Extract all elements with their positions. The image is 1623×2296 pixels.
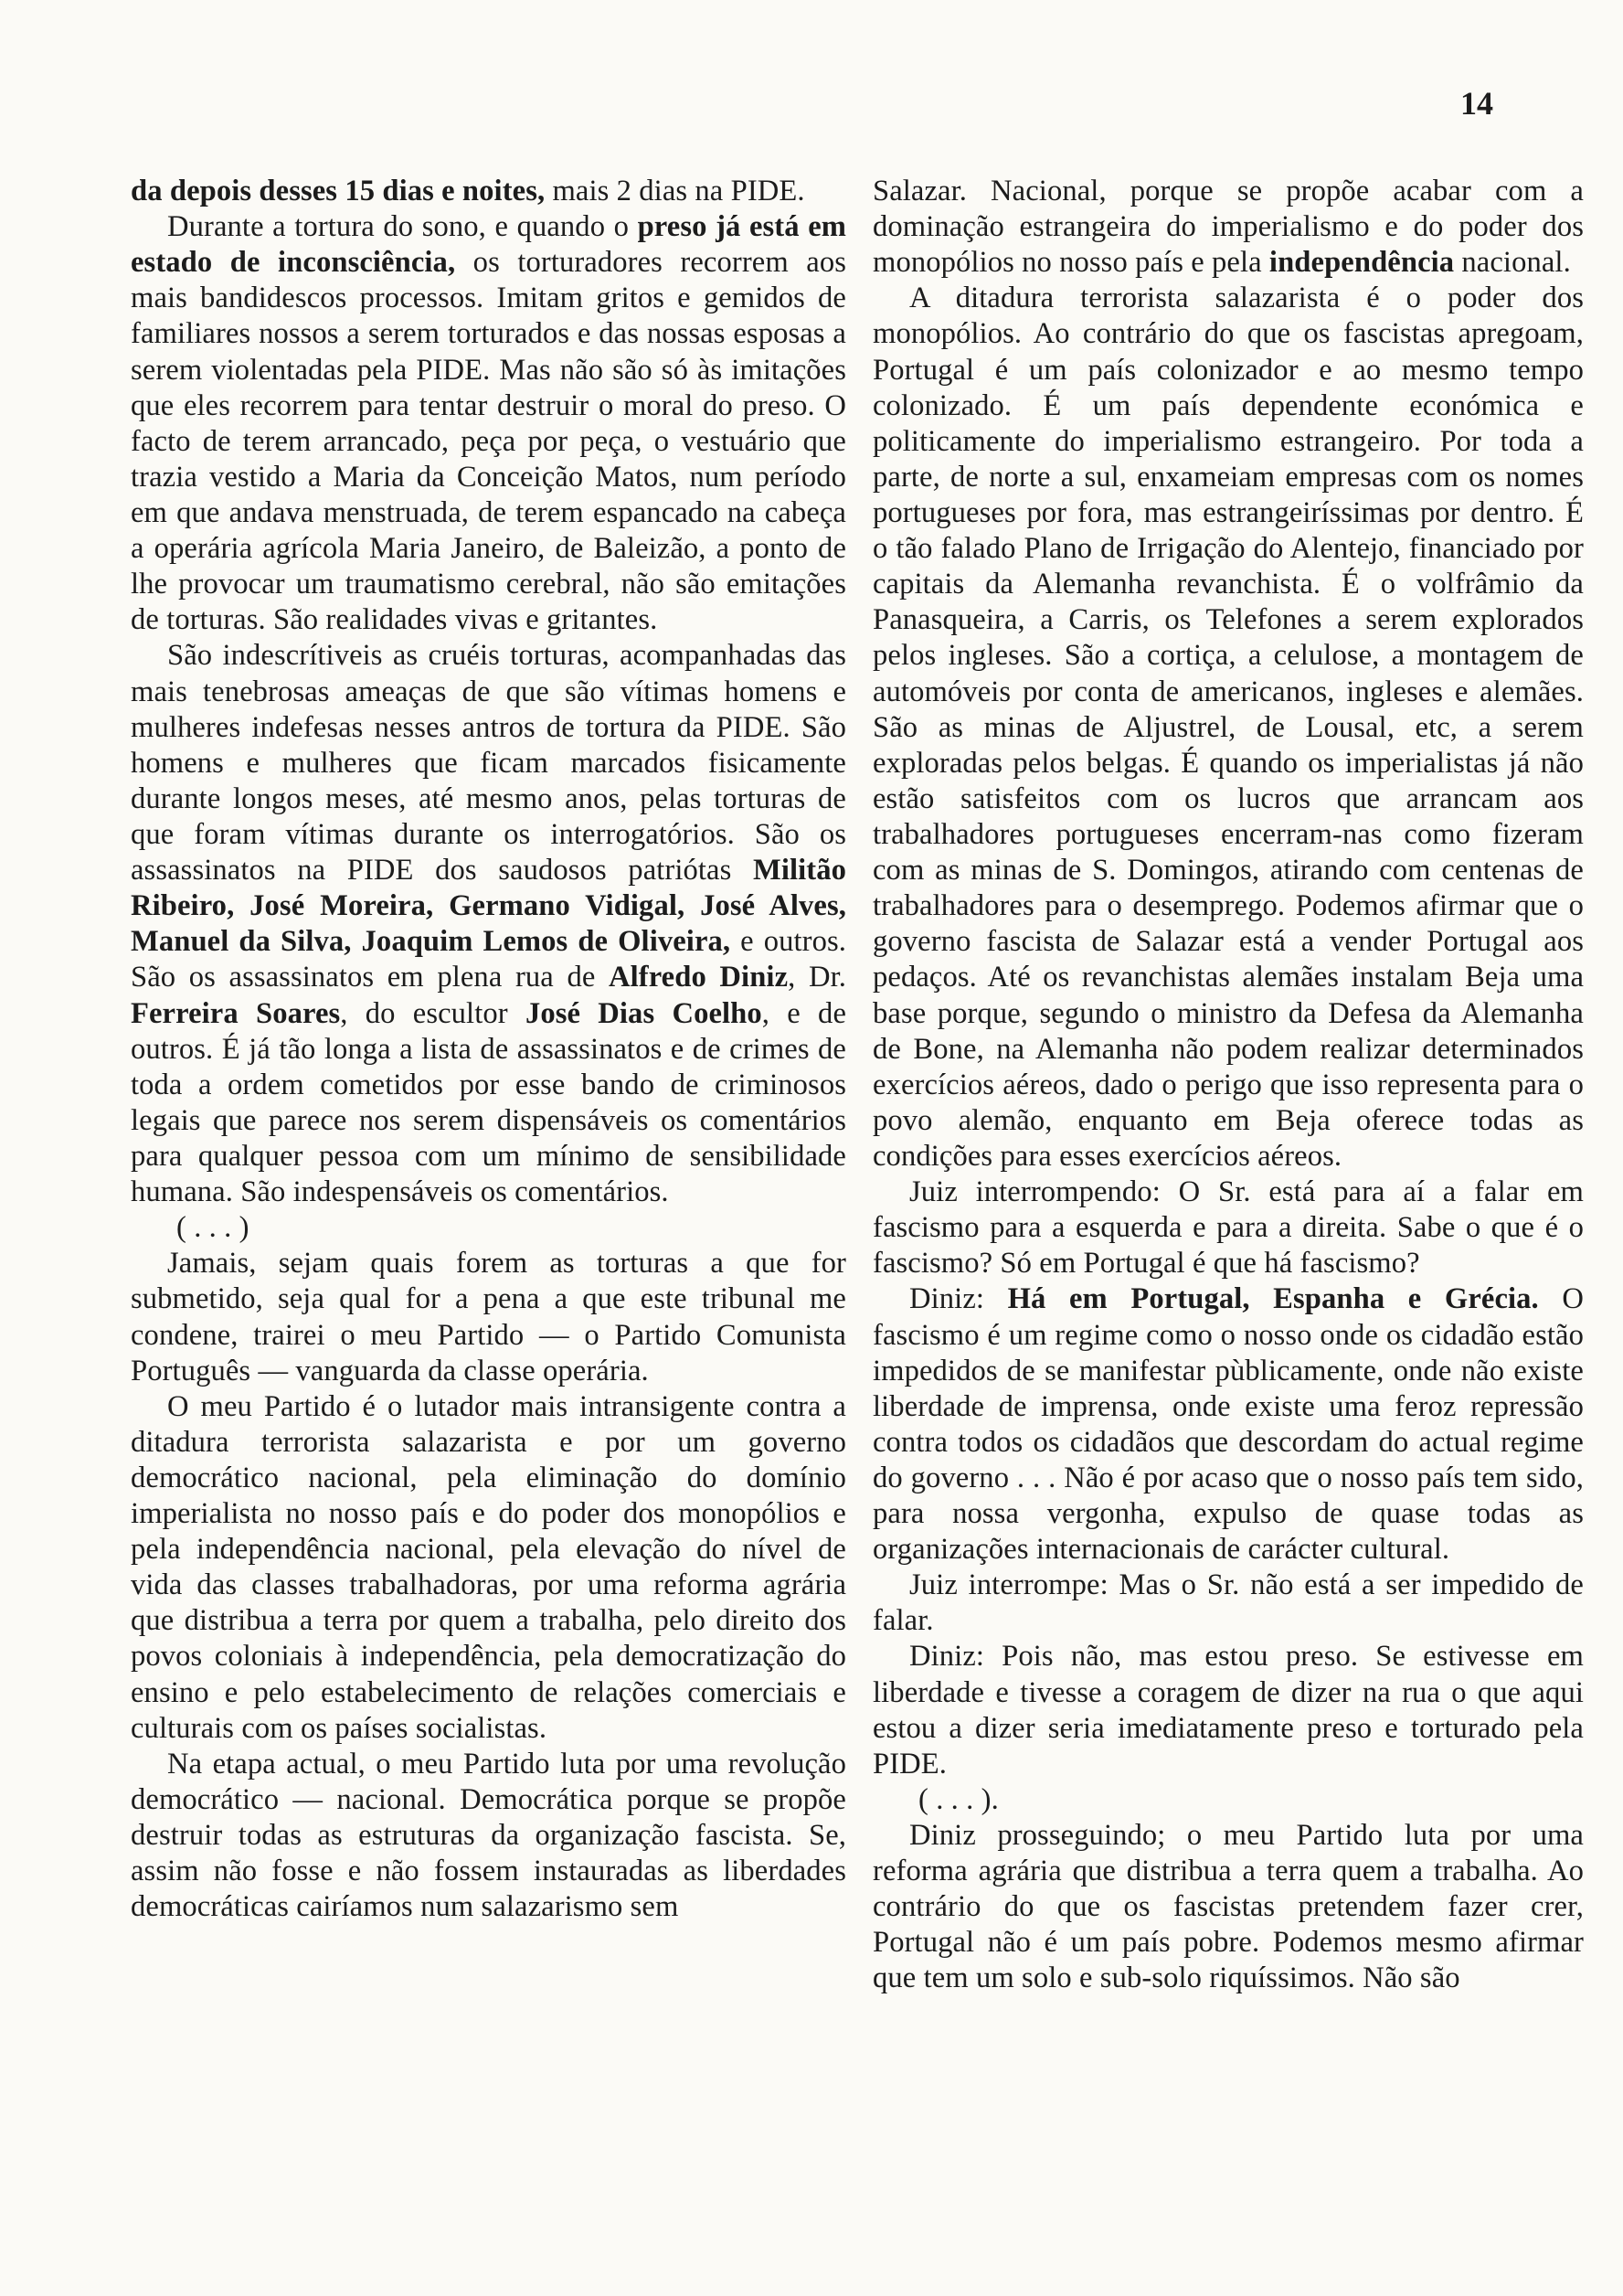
text-run: ( . . . ): [176, 1211, 249, 1245]
paragraph: [873, 1175, 1584, 1281]
paragraph: [873, 1281, 1584, 1568]
text-run: , e de outros. É já tão longa a lista de assassinatos e de crimes de toda a ordem cometidos por esse bando de criminosos legais que parece nos serem dispensáveis os comentários para qualquer pessoa com um mínimo de sensibilidade humana. São indespensáveis os comentários.: [131, 996, 847, 1209]
paragraph: [131, 209, 846, 638]
text-run: A ditadura terrorista salazarista é o poder dos monopólios. Ao contrário do que os fascistas apregoam, Portugal é um país colonizador e ao mesmo tempo colonizado. É um país dependente económica e politicamente do imperialismo estrangeiro. Por toda a parte, de norte a sul, enxameiam empresas com os nomes portugueses por fora, mas estrangeiríssimas por dentro. É o tão falado Plano de Irrigação do Alentejo, financiado por capitais da Alemanha revanchista. É o volfrâmio da Panasqueira, a Carris, os Telefones a serem explorados pelos ingleses. São a cortiça, a celulose, a montagem de automóveis por conta de americanos, ingleses e alemães. São as minas de Aljustrel, de Lousal, etc, a serem exploradas pelos belgas. É quando os imperialistas já não estão satisfeitos com os lucros que arrancam aos trabalhadores portugueses encerram-nas como fizeram com as minas de S. Domingos, atirando com centenas de trabalhadores para o desemprego. Podemos afirmar que o governo fascista de Salazar está a vender Portugal aos pedaços. Até os revanchistas alemães instalam Beja uma base porque, segundo o ministro da Defesa da Alemanha de Bone, na Alemanha não podem realizar determinados exercícios aéreos, dado o perigo que isso representa para o povo alemão, enquanto em Beja oferece todas as condições para esses exercícios aéreos.: [873, 282, 1584, 1173]
paragraph: [873, 1818, 1584, 1997]
paragraph: [873, 1639, 1584, 1781]
text-run: Na etapa actual, o meu Partido luta por uma revolução democrático — nacional. Democrática porque se propõe destruir todas as estruturas da organização fascista. Se, assim não fosse e não fossem instauradas as liberdades democráticas cairíamos num salazarismo sem: [131, 1747, 846, 1924]
bold-text-run: preso já está em estado de inconsciência,: [131, 210, 846, 280]
text-run: Juiz interrompendo: O Sr. está para aí a falar em fascismo para a esquerda e para a direita. Sabe o que é o fascismo? Só em Portugal é que há fascismo?: [873, 1175, 1584, 1281]
text-run: mais 2 dias na PIDE.: [552, 175, 805, 207]
text-run: Juiz interrompe: Mas o Sr. não está a ser impedido de falar.: [873, 1568, 1584, 1638]
page-number: 14: [1460, 85, 1493, 122]
right-text-column: [873, 174, 1584, 1997]
bold-text-run: Militão Ribeiro, José Moreira, Germano Vidigal, José Alves, Manuel da Silva, Joaquim Lemos de Oliveira,: [131, 854, 846, 959]
text-run: O meu Partido é o lutador mais intransigente contra a ditadura terrorista salazarista e por um governo democrático nacional, pela eliminação do domínio imperialista no nosso país e do poder dos monopólios e pela independência nacional, pela elevação do nível de vida das classes trabalhadoras, por uma reforma agrária que distribua a terra por quem a trabalha, pelo direito dos povos coloniais à independência, pela democratização do ensino e pelo estabelecimento de relações comerciais e culturais com os países socialistas.: [131, 1389, 846, 1745]
paragraph: [131, 1747, 846, 1926]
text-run: Diniz:: [909, 1282, 1008, 1316]
paragraph: [131, 1246, 846, 1388]
text-run: , do escultor: [340, 996, 525, 1030]
text-run: e outros. São os assassinatos em plena rua de: [131, 925, 846, 994]
text-run: , Dr.: [788, 961, 847, 994]
bold-text-run: Há em Portugal, Espanha e Grécia.: [1007, 1282, 1539, 1316]
paragraph: [873, 174, 1584, 281]
text-run: Jamais, sejam quais forem as torturas a que for submetido, seja qual for a pena a que este tribunal me condene, trairei o meu Partido — o Partido Comunista Português — vanguarda da classe operária.: [131, 1247, 846, 1387]
paragraph: [131, 174, 846, 209]
paragraph: [131, 638, 846, 1210]
paragraph: [131, 1389, 846, 1747]
bold-text-run: da depois desses 15 dias e noites,: [131, 175, 553, 207]
paragraph: [873, 281, 1584, 1175]
paragraph: [873, 1568, 1584, 1639]
text-run: Diniz prosseguindo; o meu Partido luta por uma reforma agrária que distribua a terra quem a trabalha. Ao contrário do que os fascistas pretendem fazer crer, Portugal não é um país pobre. Podemos mesmo afirmar que tem um solo e sub-solo riquíssimos. Não são: [873, 1819, 1584, 1995]
text-run: Durante a tortura do sono, e quando o: [167, 210, 638, 244]
left-text-column: [131, 174, 846, 1925]
text-run: os torturadores recorrem aos mais bandidescos processos. Imitam gritos e gemidos de familiares nossos a serem torturados e das nossas esposas a serem violentadas pela PIDE. Mas não são só às imitações que eles recorrem para tentar destruir o moral do preso. O facto de terem arrancado, peça por peça, o vestuário que trazia vestido a Maria da Conceição Matos, num período em que andava menstruada, de terem espancado na cabeça a operária agrícola Maria Janeiro, de Baleizão, a ponto de lhe provocar um traumatismo cerebral, não são emitações de torturas. São realidades vivas e gritantes.: [131, 246, 846, 637]
text-run: Diniz: Pois não, mas estou preso. Se estivesse em liberdade e tivesse a coragem de dizer na rua o que aqui estou a dizer seria imediatamente preso e torturado pela PIDE.: [873, 1640, 1584, 1780]
text-run: Salazar. Nacional, porque se propõe acabar com a dominação estrangeira do imperialismo e do poder dos monopólios no nosso país e pela: [873, 175, 1584, 280]
paragraph: [873, 1782, 1584, 1818]
text-run: São indescrítiveis as cruéis torturas, acompanhadas das mais tenebrosas ameaças de que são vítimas homens e mulheres indefesas nesses antros de tortura da PIDE. São homens e mulheres que ficam marcados fisicamente durante longos meses, até mesmo anos, pelas torturas de que foram vítimas durante os interrogatórios. São os assassinatos na PIDE dos saudosos patriótas: [131, 639, 846, 888]
bold-text-run: Alfredo Diniz: [608, 961, 789, 994]
bold-text-run: Ferreira Soares: [131, 996, 341, 1030]
text-run: ( . . . ).: [918, 1782, 999, 1816]
text-run: O fascismo é um regime como o nosso onde os cidadão estão impedidos de se manifestar pùblicamente, onde não existe liberdade de imprensa, onde existe uma feroz repressão contra todos os cidadãos que descordam do actual regime do governo . . . Não é por acaso que o nosso país tem sido, para nossa vergonha, expulso de quase todas as organizações internacionais de carácter cultural.: [873, 1282, 1584, 1567]
bold-text-run: independência: [1268, 246, 1455, 280]
text-run: nacional.: [1454, 246, 1571, 280]
bold-text-run: José Dias Coelho: [525, 996, 762, 1030]
paragraph: [131, 1210, 846, 1246]
